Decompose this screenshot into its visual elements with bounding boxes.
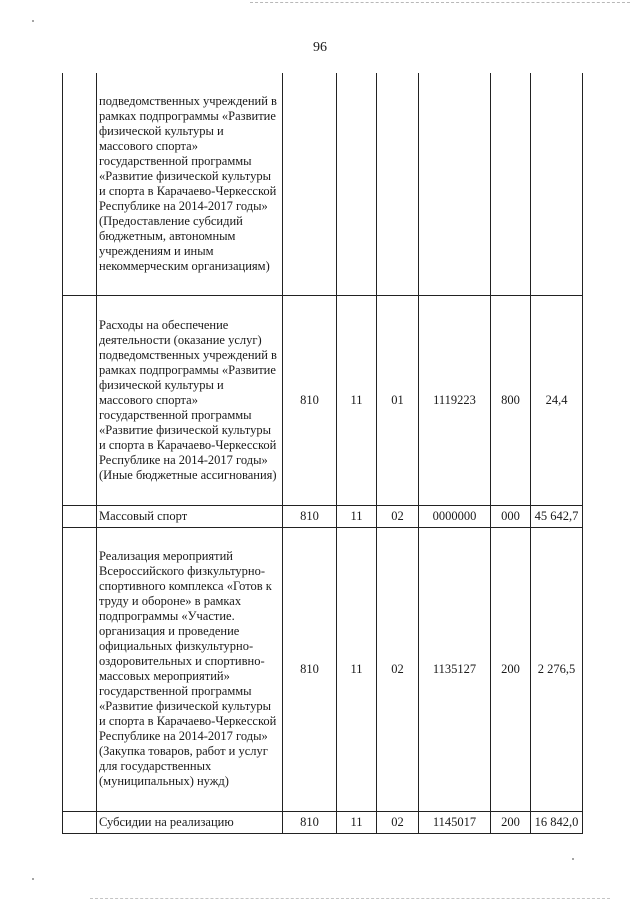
- scan-speck: [32, 878, 34, 880]
- table-row: [63, 505, 583, 527]
- scan-speck: [572, 858, 574, 860]
- ministry-cell: 810: [283, 295, 337, 505]
- section-cell: 11: [337, 295, 377, 505]
- ministry-cell: 810: [283, 505, 337, 527]
- margin-cell: [63, 295, 97, 505]
- description-cell: Расходы на обеспечение деятельности (оказание услуг) подведомственных учреждений в рамках подпрограммы «Развитие физической культуры и массового спорта» государственной программы «Развитие физической культуры и спорта в Карачаево-Черкесской Республике на 2014-2017 годы» (Иные бюджетные ассигнования): [97, 295, 283, 505]
- amount-cell: 16 842,0: [531, 811, 583, 833]
- ministry-cell: 810: [283, 811, 337, 833]
- margin-cell: [63, 811, 97, 833]
- table-row: [63, 73, 583, 295]
- table-row: [63, 295, 583, 505]
- section-cell: 11: [337, 811, 377, 833]
- target-cell: 1135127: [419, 527, 491, 811]
- description-cell: Массовый спорт: [97, 505, 283, 527]
- scan-speck: [32, 20, 34, 22]
- section-cell: [337, 73, 377, 295]
- section-cell: 11: [337, 505, 377, 527]
- subsection-cell: 02: [377, 527, 419, 811]
- top-scan-rule: [250, 2, 630, 3]
- description-cell: Субсидии на реализацию: [97, 811, 283, 833]
- expense-type-cell: 200: [491, 811, 531, 833]
- target-cell: 0000000: [419, 505, 491, 527]
- margin-cell: [63, 73, 97, 295]
- amount-cell: 2 276,5: [531, 527, 583, 811]
- amount-cell: 45 642,7: [531, 505, 583, 527]
- amount-cell: 24,4: [531, 295, 583, 505]
- expense-type-cell: 200: [491, 527, 531, 811]
- bottom-scan-rule: [90, 898, 610, 899]
- table-row: [63, 527, 583, 811]
- target-cell: 1145017: [419, 811, 491, 833]
- description-cell: подведомственных учреждений в рамках подпрограммы «Развитие физической культуры и массового спорта» государственной программы «Развитие физической культуры и спорта в Карачаево-Черкесской Республике на 2014-2017 годы» (Предоставление субсидий бюджетным, автономным учреждениям и иным некоммерческим организациям): [97, 73, 283, 295]
- ministry-cell: [283, 73, 337, 295]
- expense-type-cell: 800: [491, 295, 531, 505]
- subsection-cell: 02: [377, 811, 419, 833]
- expense-type-cell: 000: [491, 505, 531, 527]
- subsection-cell: 01: [377, 295, 419, 505]
- margin-cell: [63, 505, 97, 527]
- target-cell: [419, 73, 491, 295]
- subsection-cell: 02: [377, 505, 419, 527]
- budget-table: [62, 73, 583, 834]
- expense-type-cell: [491, 73, 531, 295]
- table-row: [63, 811, 583, 833]
- ministry-cell: 810: [283, 527, 337, 811]
- amount-cell: [531, 73, 583, 295]
- margin-cell: [63, 527, 97, 811]
- page-number: 96: [313, 40, 327, 55]
- subsection-cell: [377, 73, 419, 295]
- section-cell: 11: [337, 527, 377, 811]
- target-cell: 1119223: [419, 295, 491, 505]
- description-cell: Реализация мероприятий Всероссийского физкультурно-спортивного комплекса «Готов к труду и обороне» в рамках подпрограммы «Участие. организация и проведение официальных физкультурно-оздоровительных и спортивно-массовых мероприятий» государственной программы «Развитие физической культуры и спорта в Карачаево-Черкесской Республике на 2014-2017 годы» (Закупка товаров, работ и услуг для государственных (муниципальных) нужд): [97, 527, 283, 811]
